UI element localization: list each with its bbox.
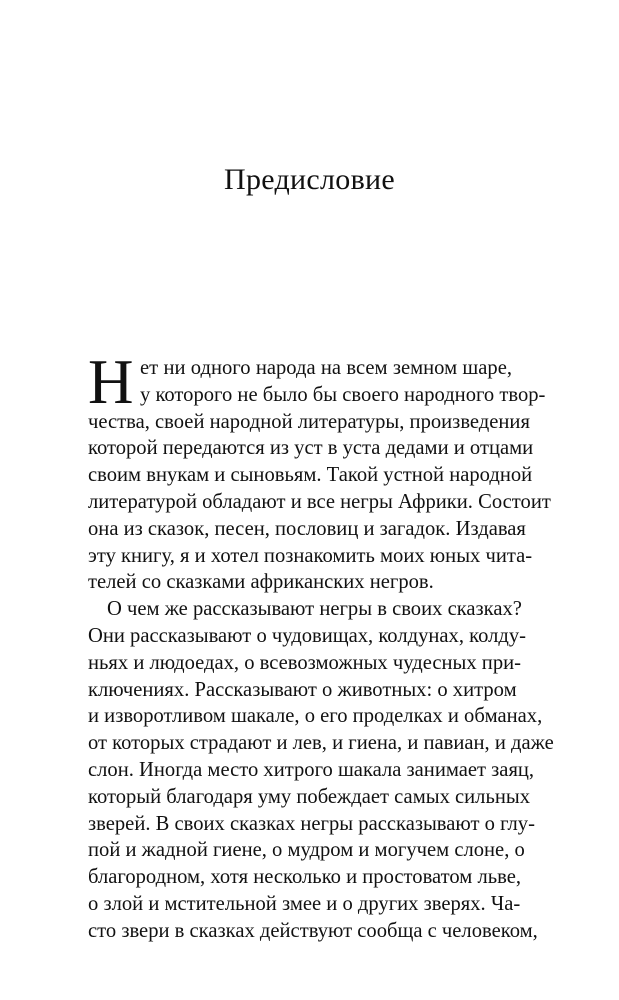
text-line: у которого не было бы своего народного твор- [140,383,546,406]
body-text [88,347,554,945]
page-title: Предисловие [223,163,396,196]
text-line: который благодаря уму побеждает самых сильных [88,785,531,808]
text-line: слон. Иногда место хитрого шакала занимает заяц, [88,758,535,781]
text-line: литературой обладают и все негры Африки. Состоит [88,490,551,513]
text-line: О чем же рассказывают негры в своих сказках? [107,598,522,621]
text-line: пой и жадной гиене, о мудром и могучем слоне, о [88,839,525,862]
text-line: которой передаются из уст в уста дедами и отцами [88,437,534,460]
text-line: Они рассказывают о чудовищах, колдунах, колду- [88,624,527,647]
text-line: своим внукам и сыновьям. Такой устной народной [88,464,533,487]
text-line: она из сказок, песен, пословиц и загадок. Издавая [88,517,526,540]
drop-cap: Н [88,347,134,417]
text-line: ет ни одного народа на всем земном шаре, [140,357,512,379]
text-line: зверей. В своих сказках негры рассказывают о глу- [88,812,535,835]
text-line: чества, своей народной литературы, произведения [88,410,530,433]
text-line: от которых страдают и лев, и гиена, и павиан, и даже [88,732,554,755]
text-line: о злой и мстительной змее и о других зверях. Ча- [88,892,521,915]
text-line: эту книгу, я и хотел познакомить моих юных чита- [88,544,533,567]
text-line: благородном, хотя несколько и простоватом льве, [88,866,521,889]
text-line: телей со сказками африканских негров. [88,571,434,594]
text-line: и изворотливом шакале, о его проделках и обманах, [88,705,543,728]
text-line: сто звери в сказках действуют сообща с человеком, [88,919,538,942]
text-line: ключениях. Рассказывают о животных: о хитром [88,678,517,701]
text-line: ньях и людоедах, о всевозможных чудесных при- [88,651,522,674]
